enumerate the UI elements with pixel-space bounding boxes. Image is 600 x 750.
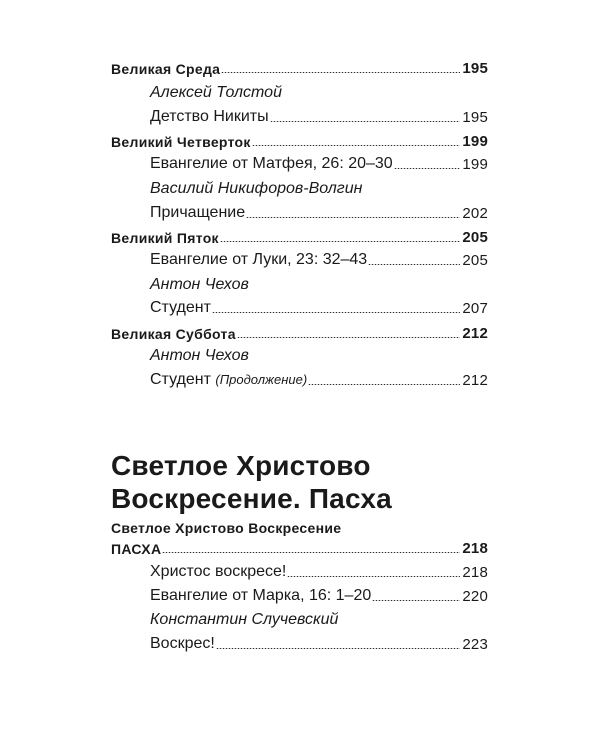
toc-entry-work (150, 635, 488, 653)
toc-entry-work (150, 204, 488, 222)
toc-entry-pascha (111, 540, 488, 557)
dot-leader (216, 648, 461, 649)
page-number: 199 (462, 156, 488, 173)
author-name: Василий Никифоров-Волгин (150, 180, 363, 197)
page-number: 212 (462, 325, 488, 342)
toc-entry-great-thursday (111, 133, 488, 150)
part-heading-line2: Воскресение. Пасха (111, 483, 392, 514)
dot-leader (220, 241, 460, 242)
page-number: 205 (462, 229, 488, 246)
page-number: 202 (462, 205, 488, 222)
entry-title: Великая Суббота (111, 326, 236, 342)
author-name: Антон Чехов (150, 276, 249, 293)
author-name: Алексей Толстой (150, 84, 282, 101)
entry-title (150, 371, 307, 389)
part-heading-line1: Светлое Христово (111, 450, 371, 481)
entry-title: Воскрес! (150, 635, 215, 652)
page-number: 205 (462, 252, 488, 269)
page-number: 220 (462, 588, 488, 605)
toc-entry-great-saturday (111, 325, 488, 342)
dot-leader (212, 312, 460, 313)
toc-entry-great-friday (111, 229, 488, 246)
entry-title: Детство Никиты (150, 108, 269, 125)
dot-leader (287, 576, 460, 577)
page-number: 195 (462, 60, 488, 77)
toc-entry-work (150, 108, 488, 126)
page-number: 218 (462, 540, 488, 557)
dot-leader (252, 145, 461, 146)
toc-entry-work (150, 299, 488, 317)
work-title: Студент (150, 371, 211, 388)
dot-leader (162, 552, 460, 553)
entry-title: ПАСХА (111, 541, 162, 557)
dot-leader (270, 121, 461, 122)
continuation-note: (Продолжение) (215, 372, 308, 387)
section-title: Светлое Христово Воскресение (111, 520, 342, 536)
entry-title: Евангелие от Матфея, 26: 20–30 (150, 155, 393, 172)
author-name: Антон Чехов (150, 347, 249, 364)
entry-title: Причащение (150, 204, 246, 221)
dot-leader (368, 264, 460, 265)
toc-entry-gospel (150, 251, 488, 269)
toc-entry-gospel (150, 155, 488, 173)
toc-entry-greeting (150, 563, 488, 581)
dot-leader (237, 337, 461, 338)
page-number: 207 (462, 300, 488, 317)
entry-title: Христос воскресе! (150, 563, 287, 580)
dot-leader (372, 600, 460, 601)
entry-title: Великая Среда (111, 61, 221, 77)
dot-leader (308, 384, 460, 385)
entry-title: Евангелие от Марка, 16: 1–20 (150, 587, 372, 604)
author-name: Константин Случевский (150, 611, 339, 628)
entry-title: Студент (150, 299, 211, 316)
page-number: 212 (462, 372, 488, 389)
page-number: 218 (462, 564, 488, 581)
toc-entry-gospel (150, 587, 488, 605)
page-number: 223 (462, 636, 488, 653)
entry-title: Великий Пяток (111, 230, 219, 246)
dot-leader (221, 72, 460, 73)
page-number: 199 (462, 133, 488, 150)
entry-title: Евангелие от Луки, 23: 32–43 (150, 251, 368, 268)
toc-entry-great-wednesday (111, 60, 488, 77)
dot-leader (394, 168, 461, 169)
page-number: 195 (462, 109, 488, 126)
entry-title: Великий Четверток (111, 134, 251, 150)
toc-entry-work (150, 371, 488, 389)
dot-leader (246, 217, 460, 218)
